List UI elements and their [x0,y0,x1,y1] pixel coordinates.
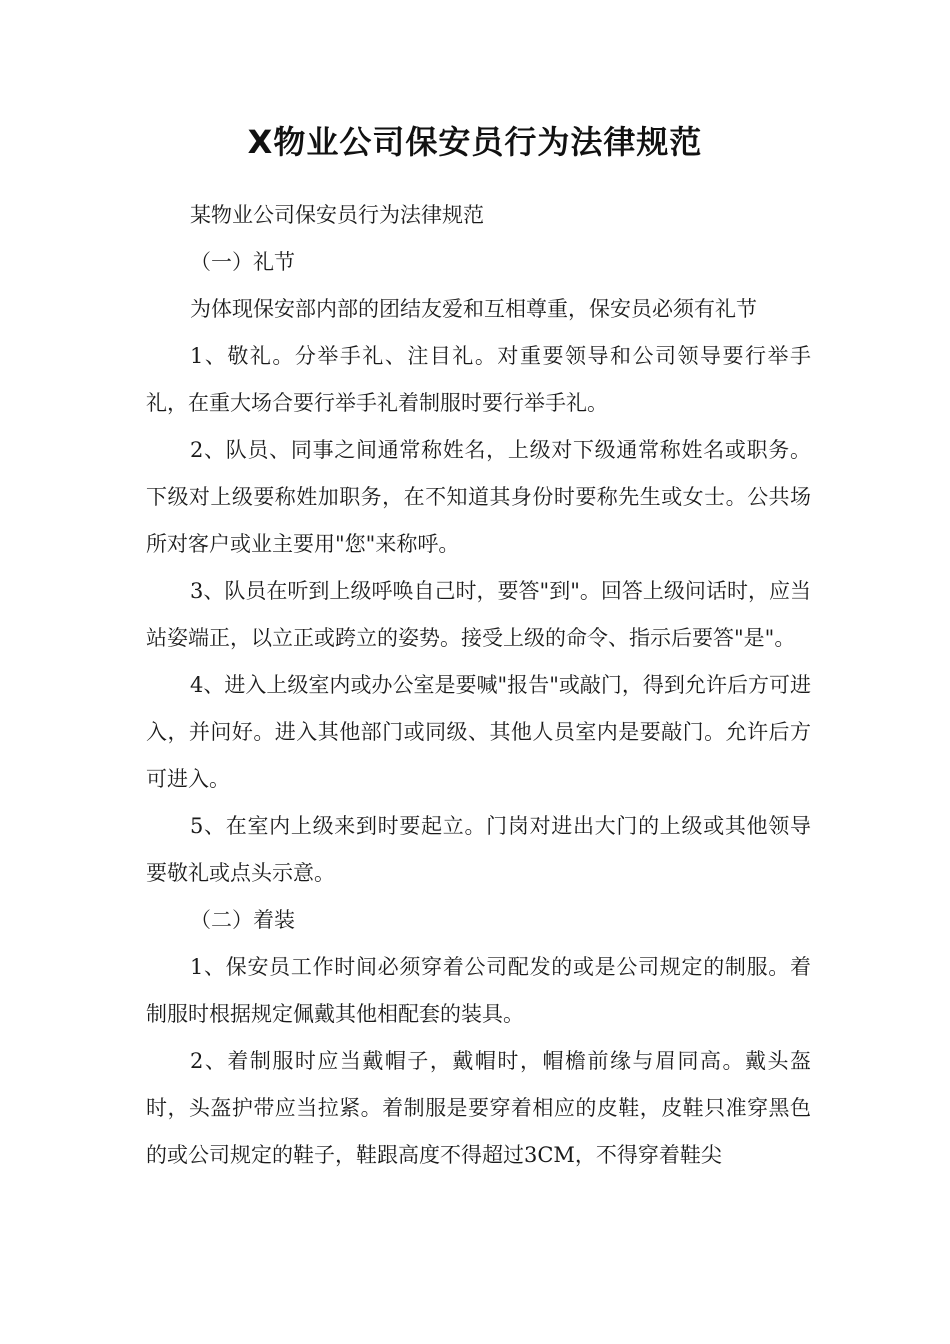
paragraph-dress-1: 1、保安员工作时间必须穿着公司配发的或是公司规定的制服。着制服时根据规定佩戴其他相配套的装具。 [146,955,811,1026]
section-heading-etiquette: （一）礼节 [190,250,295,274]
paragraph-etiquette-5: 5、在室内上级来到时要起立。门岗对进出大门的上级或其他领导要敬礼或点头示意。 [146,814,811,885]
paragraph-etiquette-3: 3、队员在听到上级呼唤自己时，要答"到"。回答上级问话时，应当站姿端正，以立正或跨立的姿势。接受上级的命令、指示后要答"是"。 [146,579,811,650]
paragraph-etiquette-2: 2、队员、同事之间通常称姓名，上级对下级通常称姓名或职务。下级对上级要称姓加职务，在不知道其身份时要称先生或女士。公共场所对客户或业主要用"您"来称呼。 [146,438,811,556]
paragraph-etiquette-intro: 为体现保安部内部的团结友爱和互相尊重，保安员必须有礼节 [190,297,757,321]
document-title: X物业公司保安员行为法律规范 [247,123,703,161]
paragraph-etiquette-1: 1、敬礼。分举手礼、注目礼。对重要领导和公司领导要行举手礼，在重大场合要行举手礼着制服时要行举手礼。 [146,344,811,415]
paragraph-subtitle: 某物业公司保安员行为法律规范 [190,203,484,227]
paragraph-dress-2: 2、着制服时应当戴帽子，戴帽时，帽檐前缘与眉同高。戴头盔时，头盔护带应当拉紧。着制服是要穿着相应的皮鞋，皮鞋只准穿黑色的或公司规定的鞋子，鞋跟高度不得超过3CM，不得穿着鞋尖 [146,1049,811,1167]
document-body [146,192,811,1179]
paragraph-etiquette-4: 4、进入上级室内或办公室是要喊"报告"或敲门，得到允许后方可进入，并问好。进入其他部门或同级、其他人员室内是要敲门。允许后方可进入。 [146,673,811,791]
section-heading-dress: （二）着装 [190,908,295,932]
